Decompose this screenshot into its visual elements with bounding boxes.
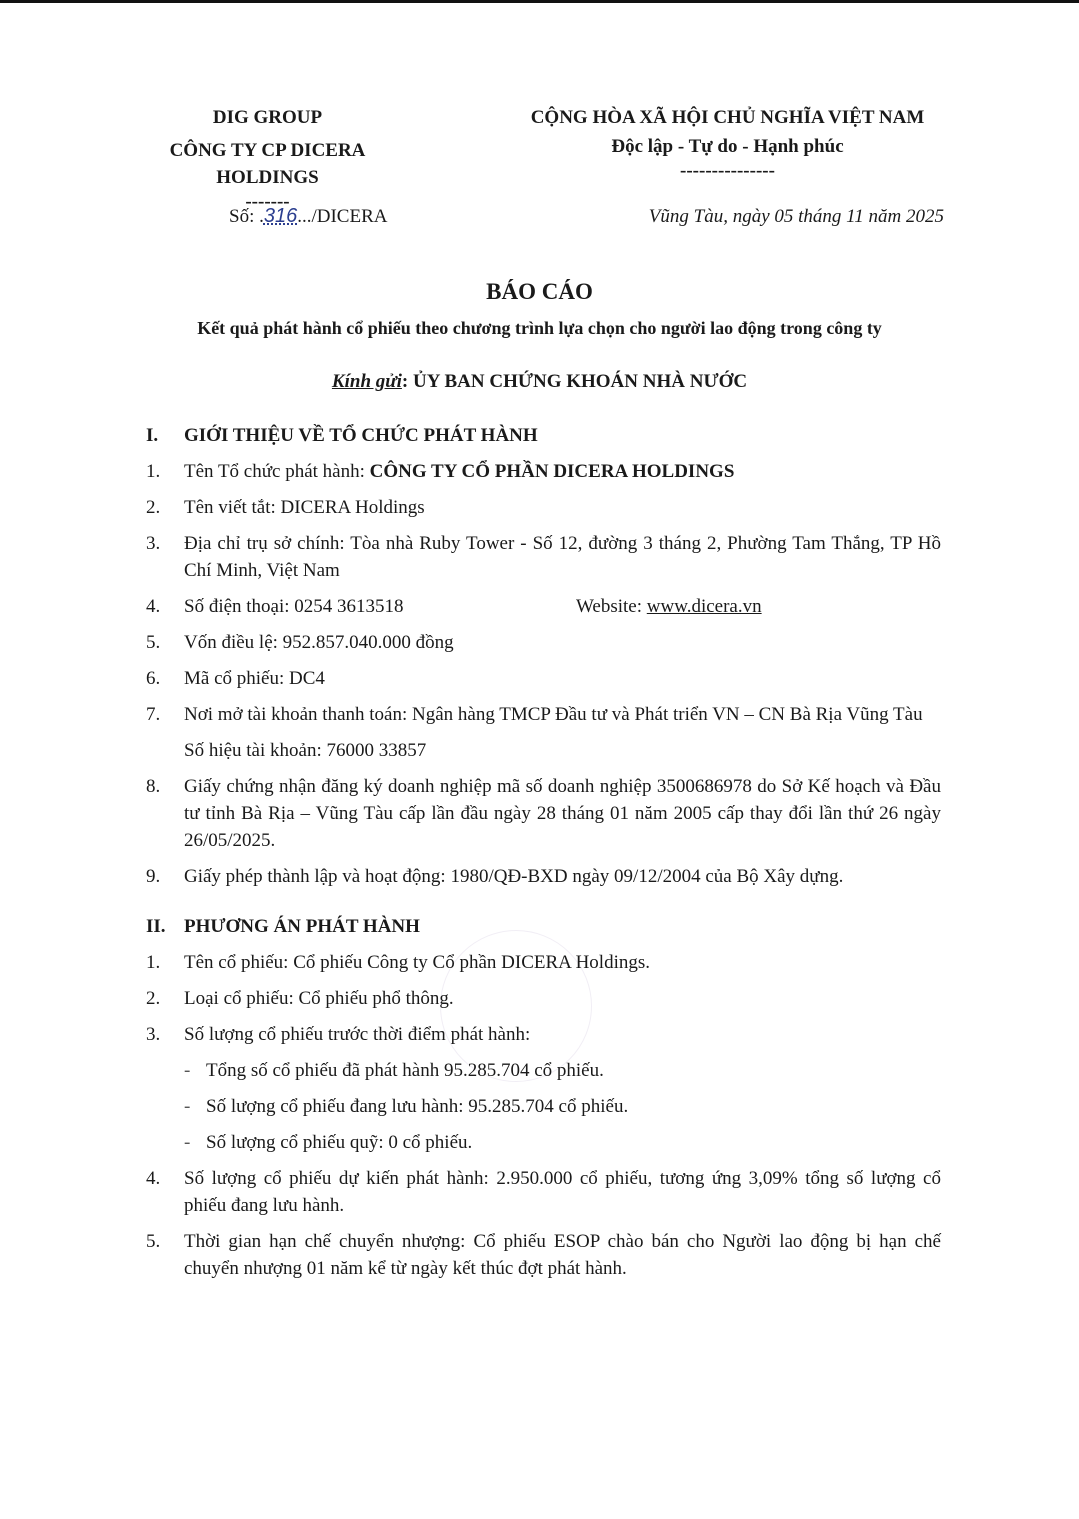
motto-divider: --------------- <box>680 160 775 181</box>
list-item <box>146 985 941 1012</box>
list-item <box>146 629 941 656</box>
bullet-text: Số lượng cổ phiếu quỹ: 0 cổ phiếu. <box>206 1132 473 1153</box>
reference-prefix: Số: . <box>229 206 264 227</box>
reference-suffix: .../DICERA <box>297 206 388 227</box>
bullet-mark: - <box>184 1060 191 1081</box>
list-item <box>146 665 941 692</box>
item-text: Mã cổ phiếu: DC4 <box>184 668 325 689</box>
issuer-full-name: CÔNG TY CỔ PHẦN DICERA HOLDINGS <box>369 461 735 482</box>
list-item <box>146 949 941 976</box>
list-item <box>146 593 941 620</box>
section-heading <box>146 913 941 940</box>
section-title: GIỚI THIỆU VỀ TỔ CHỨC PHÁT HÀNH <box>184 425 538 446</box>
item-text: Nơi mở tài khoản thanh toán: Ngân hàng TMCP Đầu tư và Phát triển VN – CN Bà Rịa Vũng Tàu <box>184 704 923 725</box>
item-text: Vốn điều lệ: 952.857.040.000 đồng <box>184 632 454 653</box>
recipient-line <box>0 368 1079 395</box>
list-item <box>146 1021 941 1048</box>
item-number: 5. <box>146 1231 161 1252</box>
item-text: Tên cổ phiếu: Cổ phiếu Công ty Cổ phần DICERA Holdings. <box>184 952 651 973</box>
item-number: 3. <box>146 533 161 554</box>
reference-number: 316 <box>263 205 298 227</box>
list-item <box>146 701 941 728</box>
item-number: 1. <box>146 952 161 973</box>
item-number: 9. <box>146 866 161 887</box>
website-label: Website: <box>576 596 647 617</box>
item-number: 7. <box>146 704 161 725</box>
website-link[interactable]: www.dicera.vn <box>646 596 762 617</box>
section-title: PHƯƠNG ÁN PHÁT HÀNH <box>184 916 420 937</box>
list-item <box>146 1165 941 1219</box>
bullet-mark: - <box>184 1096 191 1117</box>
item-text: Thời gian hạn chế chuyển nhượng: Cổ phiếu ESOP chào bán cho Người lao động bị hạn chế chuyển nhượng 01 năm kể từ ngày kết thúc đợt phát hành. <box>184 1231 941 1279</box>
section-heading <box>146 422 941 449</box>
recipient-label: Kính gửi <box>331 371 402 392</box>
item-number: 1. <box>146 461 161 482</box>
bullet-item <box>184 1093 941 1120</box>
item-number: 4. <box>146 1168 161 1189</box>
item-number: 6. <box>146 668 161 689</box>
list-item <box>146 1228 941 1282</box>
recipient-name: ỦY BAN CHỨNG KHOÁN NHÀ NƯỚC <box>413 371 748 392</box>
item-number: 2. <box>146 988 161 1009</box>
company-name: CÔNG TY CP DICERA HOLDINGS <box>169 140 366 188</box>
item-text: Địa chỉ trụ sở chính: Tòa nhà Ruby Tower - Số 12, đường 3 tháng 2, Phường Tam Thắng, TP Hồ Chí Minh, Việt Nam <box>184 533 941 581</box>
scan-top-edge <box>0 0 1079 3</box>
national-motto: Độc lập - Tự do - Hạnh phúc <box>611 136 844 157</box>
issuer-block <box>150 104 385 213</box>
item-number: 5. <box>146 632 161 653</box>
list-item <box>146 458 941 485</box>
list-item <box>146 530 941 584</box>
item-number: 4. <box>146 596 161 617</box>
national-motto-block <box>510 104 945 182</box>
parent-group-name: DIG GROUP <box>212 107 323 128</box>
item-text: Tên viết tắt: DICERA Holdings <box>184 497 425 518</box>
issuer-divider: ------- <box>245 191 290 212</box>
bullet-item <box>184 1129 941 1156</box>
list-item <box>146 494 941 521</box>
account-number: Số hiệu tài khoản: 76000 33857 <box>184 740 427 761</box>
item-number: 3. <box>146 1024 161 1045</box>
item-text: Số lượng cổ phiếu dự kiến phát hành: 2.950.000 cổ phiếu, tương ứng 3,09% tổng số lượng cổ phiếu đang lưu hành. <box>184 1168 941 1216</box>
item-number: 8. <box>146 776 161 797</box>
document-reference <box>229 203 387 230</box>
page-subtitle: Kết quả phát hành cổ phiếu theo chương trình lựa chọn cho người lao động trong công ty <box>197 318 882 338</box>
item-text: Số lượng cổ phiếu trước thời điểm phát hành: <box>184 1024 531 1045</box>
item-text: Giấy chứng nhận đăng ký doanh nghiệp mã số doanh nghiệp 3500686978 do Sở Kế hoạch và Đầu tư tỉnh Bà Rịa – Vũng Tàu cấp lần đầu ngày 28 tháng 01 năm 2005 cấp thay đổi lần thứ 26 ngày 26/05/2025. <box>184 776 941 851</box>
item-text: Giấy phép thành lập và hoạt động: 1980/QĐ-BXD ngày 09/12/2004 của Bộ Xây dựng. <box>184 866 844 887</box>
bullet-text: Số lượng cổ phiếu đang lưu hành: 95.285.704 cổ phiếu. <box>206 1096 629 1117</box>
bullet-mark: - <box>184 1132 191 1153</box>
list-item <box>146 773 941 854</box>
item-number: 2. <box>146 497 161 518</box>
item-text: Loại cổ phiếu: Cổ phiếu phổ thông. <box>184 988 454 1009</box>
document-date: Vũng Tàu, ngày 05 tháng 11 năm 2025 <box>648 206 944 227</box>
page-title: BÁO CÁO <box>486 279 593 304</box>
bullet-item <box>184 1057 941 1084</box>
section-number: II. <box>146 916 166 937</box>
bullet-text: Tổng số cổ phiếu đã phát hành 95.285.704 cổ phiếu. <box>206 1060 604 1081</box>
item-label: Tên Tổ chức phát hành: <box>184 461 370 482</box>
list-item <box>146 863 941 890</box>
country-name: CỘNG HÒA XÃ HỘI CHỦ NGHĨA VIỆT NAM <box>530 107 925 128</box>
phone-number: Số điện thoại: 0254 3613518 <box>184 596 404 617</box>
recipient-colon: : <box>401 371 409 392</box>
section-number: I. <box>146 425 159 446</box>
document-body <box>146 422 941 1291</box>
